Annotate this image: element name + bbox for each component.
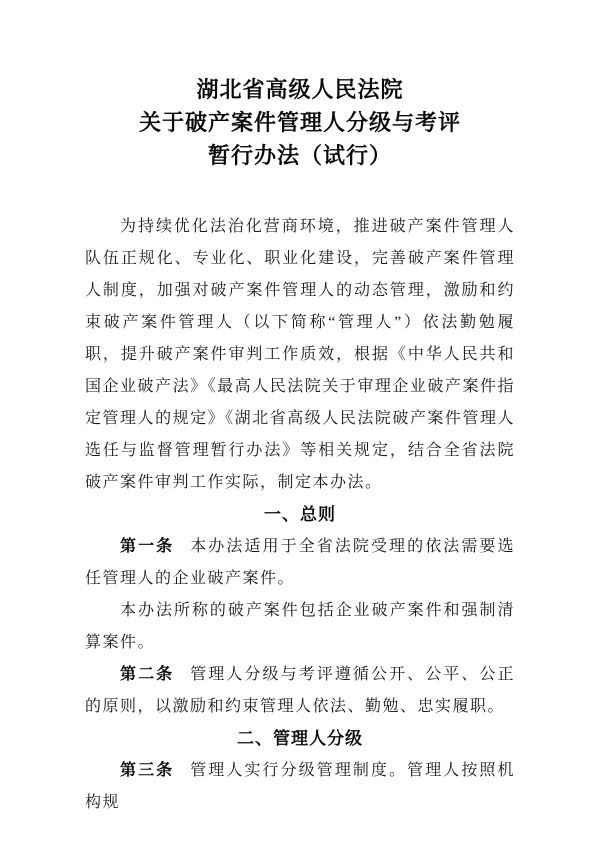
- article-3-paragraph: [85, 755, 515, 819]
- intro-paragraph: 为持续优化法治化营商环境，推进破产案件管理人队伍正规化、专业化、职业化建设，完善破产案件管理人制度，加强对破产案件管理人的动态管理，激励和约束破产案件管理人（以下简称“管理人”）依法勤勉履职，提升破产案件审判工作质效，根据《中华人民共和国企业破产法》《最高人民法院关于审理企业破产案件指定管理人的规定》《湖北省高级人民法院破产案件管理人选任与监督管理暂行办法》等相关规定，结合全省法院破产案件审判工作实际，制定本办法。: [85, 218, 515, 491]
- article-3-number: 第三条: [120, 762, 175, 779]
- title-line-1: 湖北省高级人民法院: [196, 77, 404, 102]
- article-3-text: 管理人实行分级管理制度。管理人按照机构规: [85, 762, 515, 811]
- document-title: [85, 73, 515, 172]
- section-heading-general-provisions: 一、总则: [264, 505, 336, 524]
- article-1-number: 第一条: [120, 538, 175, 555]
- title-line-3: 暂行办法（试行）: [207, 143, 392, 168]
- article-2-number: 第二条: [120, 666, 175, 683]
- document-body: [85, 211, 515, 819]
- article-2-paragraph: [85, 659, 515, 723]
- article-1-text: 本办法适用于全省法院受理的依法需要选任管理人的企业破产案件。: [85, 538, 515, 587]
- title-line-2: 关于破产案件管理人分级与考评: [138, 110, 461, 135]
- article-1-paragraph: [85, 531, 515, 595]
- section-heading-administrator-grading: 二、管理人分级: [237, 729, 363, 748]
- article-2-text: 管理人分级与考评遵循公开、公平、公正的原则，以激励和约束管理人依法、勤勉、忠实履职。: [85, 666, 515, 715]
- article-1-paragraph-2: 本办法所称的破产案件包括企业破产案件和强制清算案件。: [85, 602, 515, 651]
